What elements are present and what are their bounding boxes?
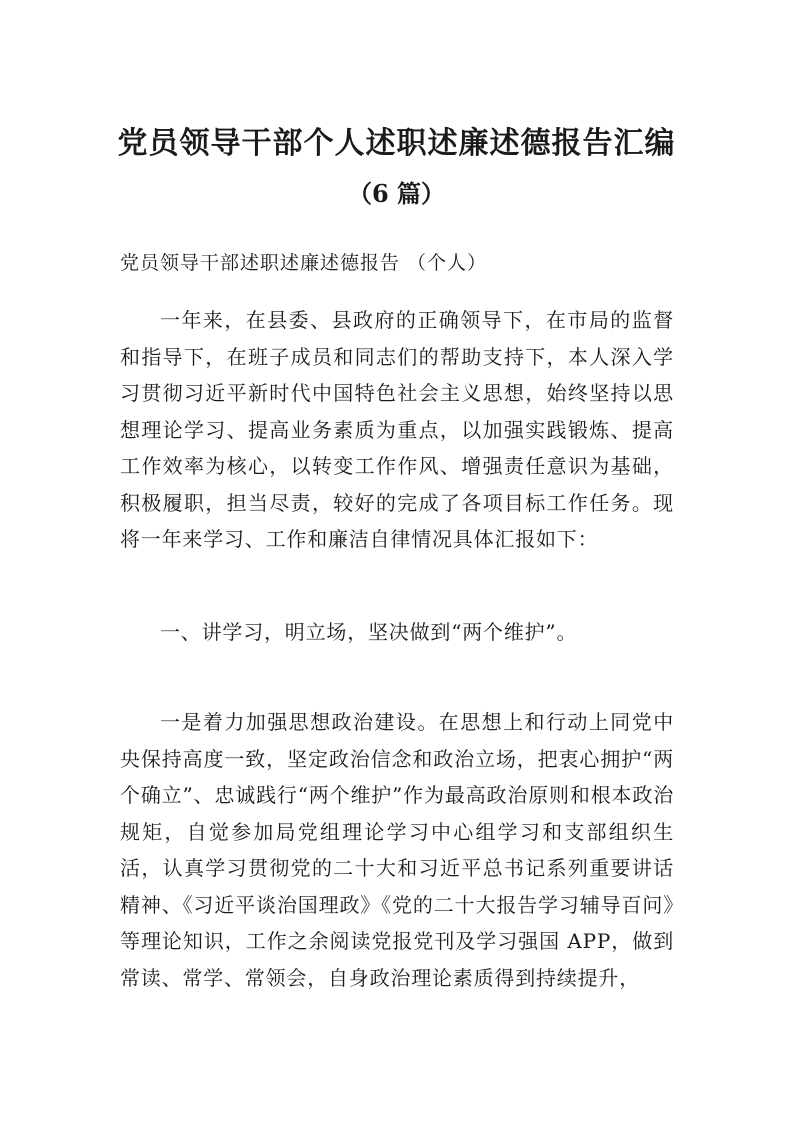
document-subtitle: （6 篇） — [347, 179, 446, 208]
report-subheading: 党员领导干部述职述廉述德报告 （个人） — [120, 252, 488, 274]
intro-paragraph: 一年来，在县委、县政府的正确领导下，在市局的监督和指导下，在班子成员和同志们的帮助支持下，本人深入学习贯彻习近平新时代中国特色社会主义思想，始终坚持以思想理论学习、提高业务素质为重点，以加强实践锻炼、提高工作效率为核心，以转变工作作风、增强责任意识为基础，积极履职，担当尽责，较好的完成了各项目标工作任务。现将一年来学习、工作和廉洁自律情况具体汇报如下： — [120, 308, 674, 551]
body-paragraph-1: 一是着力加强思想政治建设。在思想上和行动上同党中央保持高度一致，坚定政治信念和政治立场，把衷心拥护“两个确立”、忠诚践行“两个维护”作为最高政治原则和根本政治规矩，自觉参加局党组理论学习中心组学习和支部组织生活，认真学习贯彻党的二十大和习近平总书记系列重要讲话精神、《习近平谈治国理政》《党的二十大报告学习辅导百问》等理论知识，工作之余阅读党报党刊及学习强国 APP，做到常读、常学、常领会，自身政治理论素质得到持续提升， — [120, 710, 674, 990]
section-heading-1: 一、讲学习，明立场，坚决做到“两个维护”。 — [160, 620, 578, 644]
document-title: 党员领导干部个人述职述廉述德报告汇编 — [117, 126, 676, 161]
